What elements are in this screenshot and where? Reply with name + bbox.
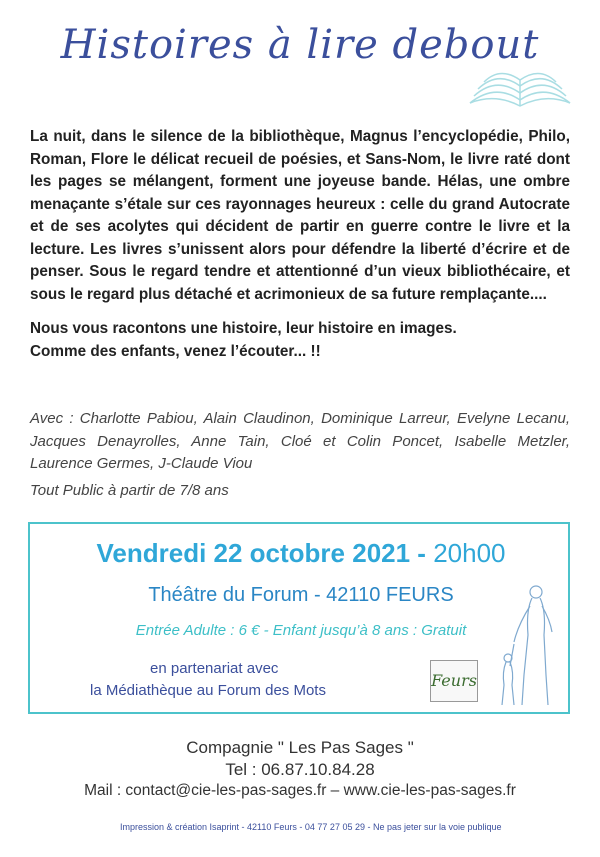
synopsis-paragraph: La nuit, dans le silence de la bibliothèque, Magnus l’encyclopédie, Philo, Roman, Flore le délicat recueil de poésies, et Sans-Nom, le livre raté dont les pages se mélangent, forment une joyeuse bande. Hélas, une ombre menaçante s’étale sur ces rayonnages heureux : celle du grand Autocrate et de ses acolytes qui décident de partir en guerre contre le livre et la lecture. Les livres s’unissent alors pour défendre la liberté d’écrire et de penser. Sous le regard tendre et attentionné d’un vieux bibliothécaire, et sous le regard plus détaché et acrimonieux de sa future remplaçante.... — [30, 128, 570, 303]
event-venue: Théâtre du Forum - 42110 FEURS — [148, 584, 454, 606]
event-time: 20h00 — [433, 538, 506, 568]
cast-list: Avec : Charlotte Pabiou, Alain Claudinon, Dominique Larreur, Evelyne Lecanu, Jacques Denayrolles, Anne Tain, Cloé et Colin Poncet, Isabelle Metzler, Laurence Germes, J-Claude Viou — [30, 410, 570, 472]
company-name: Compagnie " Les Pas Sages " — [186, 738, 414, 757]
parent-child-silhouette-icon — [488, 580, 568, 710]
printer-credit: Impression & création Isaprint - 42110 Feurs - 04 77 27 05 29 - Ne pas jeter sur la voie publique — [120, 822, 502, 832]
contact-line: Mail : contact@cie-les-pas-sages.fr – www.cie-les-pas-sages.fr — [84, 782, 516, 799]
partner-line-1: en partenariat avec — [150, 660, 279, 677]
event-price: Entrée Adulte : 6 € - Enfant jusqu’à 8 ans : Gratuit — [135, 622, 467, 639]
open-book-icon — [460, 58, 580, 118]
partner-line-2: la Médiathèque au Forum des Mots — [90, 682, 326, 699]
synopsis — [30, 126, 570, 363]
event-date — [30, 538, 572, 569]
event-box — [28, 522, 570, 714]
telephone: Tel : 06.87.10.84.28 — [225, 760, 375, 779]
event-date-text: Vendredi 22 octobre 2021 - — [96, 538, 426, 568]
invitation-line-2: Comme des enfants, venez l’écouter... !! — [30, 342, 321, 360]
audience-note: Tout Public à partir de 7/8 ans — [30, 482, 229, 499]
feurs-logo: Feurs — [430, 660, 478, 702]
invitation-line-1: Nous vous racontons une histoire, leur histoire en images. — [30, 320, 457, 337]
poster-title: Histoires à lire debout — [60, 22, 540, 68]
